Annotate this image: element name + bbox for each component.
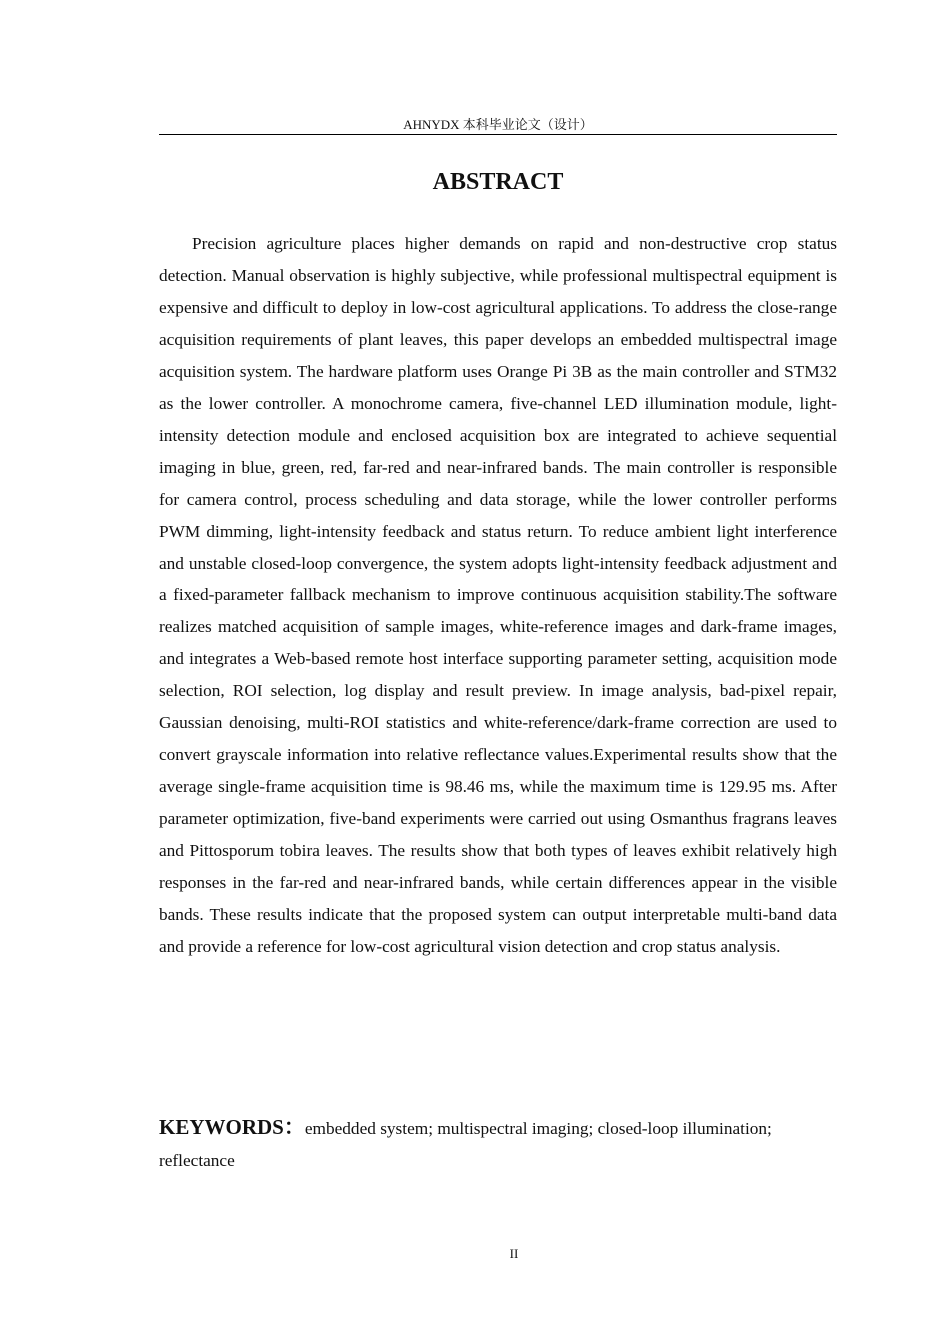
keywords-label: KEYWORDS：: [159, 1115, 305, 1139]
abstract-body: Precision agriculture places higher demands on rapid and non-destructive crop status detection. Manual observation is highly subjective, while professional multispectral equipment is expensive and difficult to deploy in low-cost agricultural applications. To address the close-range acquisition requirements of plant leaves, this paper develops an embedded multispectral image acquisition system. The hardware platform uses Orange Pi 3B as the main controller and STM32 as the lower controller. A monochrome camera, five-channel LED illumination module, light-intensity detection module and enclosed acquisition box are integrated to achieve sequential imaging in blue, green, red, far-red and near-infrared bands. The main controller is responsible for camera control, process scheduling and data storage, while the lower controller performs PWM dimming, light-intensity feedback and status return. To reduce ambient light interference and unstable closed-loop convergence, the system adopts light-intensity feedback adjustment and a fixed-parameter fallback mechanism to improve continuous acquisition stability.The software realizes matched acquisition of sample images, white-reference images and dark-frame images, and integrates a Web-based remote host interface supporting parameter setting, acquisition mode selection, ROI selection, log display and result preview. In image analysis, bad-pixel repair, Gaussian denoising, multi-ROI statistics and white-reference/dark-frame correction are used to convert grayscale information into relative reflectance values.Experimental results show that the average single-frame acquisition time is 98.46 ms, while the maximum time is 129.95 ms. After parameter optimization, five-band experiments were carried out using Osmanthus fragrans leaves and Pittosporum tobira leaves. The results show that both types of leaves exhibit relatively high responses in the far-red and near-infrared bands, while certain differences appear in the visible bands. These results indicate that the proposed system can output interpretable multi-band data and provide a reference for low-cost agricultural vision detection and crop status analysis.: [159, 234, 837, 956]
abstract-title: ABSTRACT: [432, 169, 564, 195]
header-rule: [159, 134, 837, 135]
running-header: AHNYDX 本科毕业论文（设计）: [403, 117, 593, 132]
keywords-text: embedded system; multispectral imaging; closed-loop illumination; reflectance: [159, 1119, 772, 1170]
keywords-line: [159, 1112, 837, 1176]
page-number: II: [509, 1246, 519, 1261]
